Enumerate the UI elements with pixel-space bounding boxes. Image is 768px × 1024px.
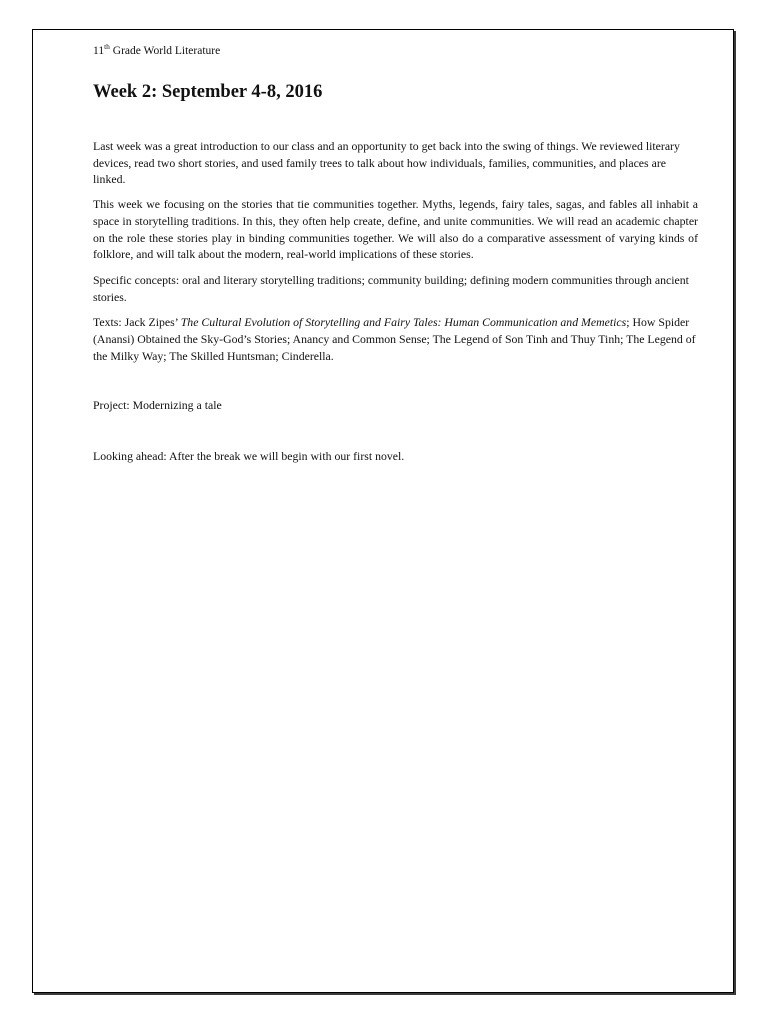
page-title: Week 2: September 4-8, 2016	[93, 82, 323, 102]
course-ordinal-suffix: th	[104, 42, 110, 52]
course-name: Grade World Literature	[109, 45, 221, 57]
page-content	[93, 44, 698, 465]
paragraph-looking-ahead: Looking ahead: After the break we will begin with our first novel.	[93, 449, 405, 464]
paragraph-project: Project: Modernizing a tale	[93, 398, 222, 413]
texts-list: ; How Spider (Anansi) Obtained the Sky-God’s Stories; Anancy and Common Sense; The Legend of Son Tinh and Thuy Tinh; The Legend of the Milky Way; The Skilled Huntsman; Cinderella.	[93, 315, 696, 363]
paragraph-texts	[93, 314, 698, 364]
paragraph-this-week: This week we focusing on the stories that tie communities together. Myths, legends, fairy tales, sagas, and fables all inhabit a space in storytelling traditions. In this, they often help create, define, and unite communities. We will read an academic chapter on the role these stories play in binding communities together. We will also do a comparative assessment of varying kinds of folklore, and will talk about the modern, real-world implications of these stories.	[93, 197, 698, 262]
course-header	[93, 44, 698, 58]
paragraph-concepts: Specific concepts: oral and literary storytelling traditions; community building; defining modern communities through ancient stories.	[93, 272, 689, 304]
document-page	[32, 29, 734, 993]
course-number: 11	[93, 45, 105, 57]
texts-book-title: The Cultural Evolution of Storytelling and Fairy Tales: Human Communication and Memetics	[180, 315, 627, 330]
texts-prefix: Texts: Jack Zipes’	[93, 315, 181, 330]
paragraph-last-week: Last week was a great introduction to our class and an opportunity to get back into the swing of things. We reviewed literary devices, read two short stories, and used family trees to talk about how individuals, families, communities, and places are linked.	[93, 139, 680, 187]
